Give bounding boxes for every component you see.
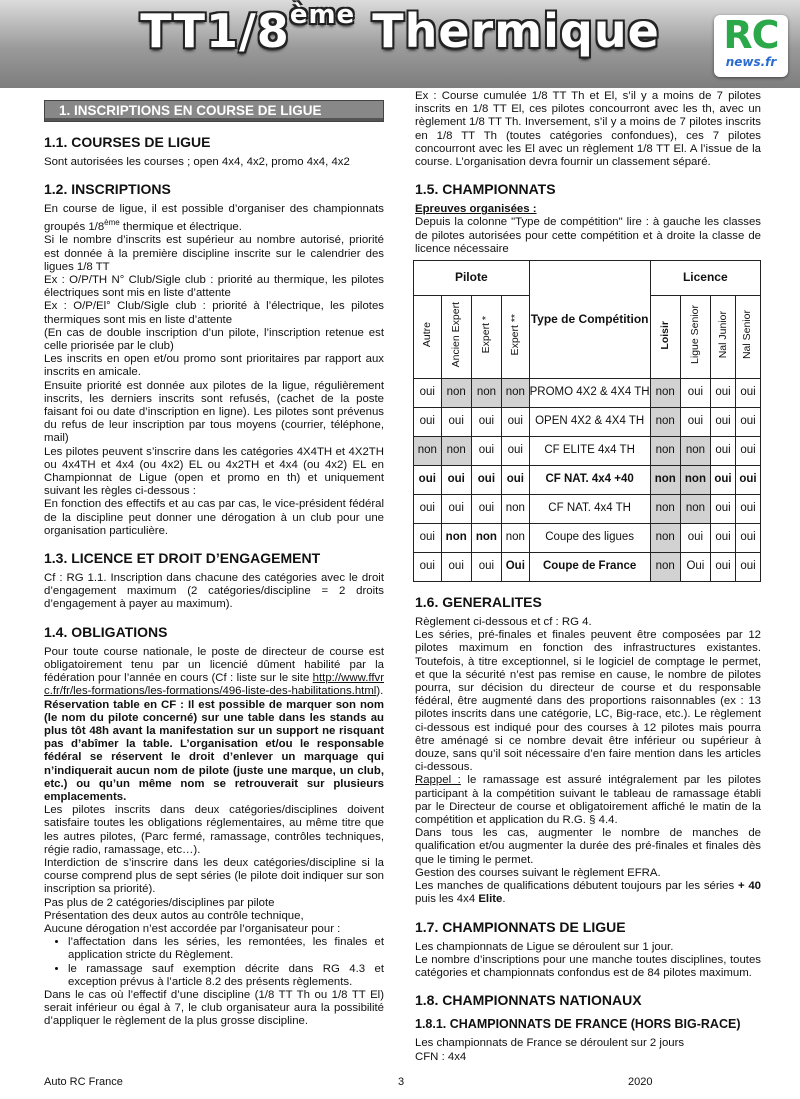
table-column-header: Autre: [414, 296, 442, 379]
table-cell: non: [502, 379, 530, 408]
table-cell: non: [502, 524, 530, 553]
paragraph: En course de ligue, il est possible d’organiser des championnats groupés 1/8ème thermique et électrique.: [44, 203, 384, 234]
table-cell: oui: [502, 408, 530, 437]
table-cell: oui: [414, 553, 442, 582]
left-column: [44, 90, 384, 1029]
habilitations-link[interactable]: http://www.ffvrc.fr/fr/les-formations/les-formations/496-liste-des-habilitations.html: [44, 672, 384, 698]
table-cell: non: [650, 495, 680, 524]
paragraph: (En cas de double inscription d’un pilote, l’inscription retenue est celle priorisée par le club): [44, 326, 384, 353]
table-column-header: Expert **: [502, 296, 530, 379]
table-cell: oui: [502, 437, 530, 466]
paragraph: Les championnats de Ligue se déroulent sur 1 jour.: [415, 940, 674, 953]
table-cell: oui: [735, 466, 760, 495]
footer-page-number: 3: [398, 1076, 405, 1088]
table-cell: oui: [735, 495, 760, 524]
table-cell: oui: [680, 379, 710, 408]
footer-year: 2020: [628, 1076, 653, 1088]
table-column-header: Expert *: [471, 296, 501, 379]
paragraph: Cf : RG 1.1. Inscription dans chacune des catégories avec le droit d’engagement maximum (2 catégories/discipline = 2 droits d’engagement à payer au maximum).: [44, 572, 384, 611]
logo-news-text: news.fr: [725, 55, 777, 69]
paragraph: Ensuite priorité est donnée aux pilotes de la ligue, régulièrement inscrits, les derniers inscrits sont refusés, (cachet de la poste faisant foi ou date d’inscription en ligne). Les pilotes sont prévenus du refus de leur inscription par tous moyens (courrier, téléphone, mail): [44, 379, 384, 445]
list-item: • le ramassage sauf exemption décrite dans RG 4.3 et exception prévus à l’article 8.2 des présents règlements.: [68, 963, 384, 989]
paragraph: Les championnats de France se déroulent sur 2 jours: [415, 1037, 685, 1050]
list-item: • l’affectation dans les séries, les remontées, les finales et application stricte du Règlement.: [68, 936, 384, 962]
table-cell: oui: [735, 379, 760, 408]
paragraph: Si le nombre d’inscrits est supérieur au nombre autorisé, priorité est donnée à la première discipline inscrite sur le calendrier des ligues 1/8 TT: [44, 234, 384, 273]
table-cell: oui: [471, 408, 501, 437]
table-cell: non: [650, 408, 680, 437]
table-cell: non: [680, 495, 710, 524]
section-1-6-title: 1.6. GENERALITES: [415, 594, 542, 611]
table-column-header: Nal Junior: [711, 296, 736, 379]
section-1-8-title: 1.8. CHAMPIONNATS NATIONAUX: [415, 992, 642, 1009]
table-cell: oui: [414, 495, 442, 524]
table-cell: oui: [441, 408, 471, 437]
table-cell: non: [441, 524, 471, 553]
table-cell: non: [650, 379, 680, 408]
table-cell: oui: [502, 466, 530, 495]
paragraph-bold: Réservation table en CF : Il est possible de marquer son nom (le nom du pilote concerné) sur une table dans les stands au plus tôt 48h avant la manifestation sur un support ne risquant pas d’abîmer la table. L’organisation et/ou le responsable fédéral se réservent le droit d’enlever un marquage qui n’indiquerait aucun nom de pilote (juste une marque, un club, etc.) ou qu’un même nom se retrouverait sur plusieurs emplacements.: [44, 698, 384, 803]
table-cell: oui: [441, 495, 471, 524]
table-cell: non: [441, 437, 471, 466]
table-cell: oui: [711, 379, 736, 408]
table-cell: oui: [471, 466, 501, 495]
right-column: [415, 90, 761, 1064]
table-cell: oui: [680, 408, 710, 437]
subheading: Epreuves organisées :: [415, 203, 537, 216]
table-row: [414, 466, 761, 495]
paragraph: Règlement ci-dessous et cf : RG 4.: [415, 616, 592, 629]
table-cell-type: OPEN 4X2 & 4X4 TH: [529, 408, 650, 437]
competition-table: [413, 260, 761, 582]
table-cell: non: [650, 524, 680, 553]
paragraph: Les pilotes peuvent s’inscrire dans les catégories 4X4TH et 4X2TH ou 4x4TH et 4x4 (ou 4x2) EL ou 4x2TH et 4x4 (ou 4x2) EL en Championnat de Ligue (open et promo en th) et uniquement suivant les règles ci-dessous :: [44, 445, 384, 498]
table-cell: oui: [735, 408, 760, 437]
table-cell-type: CF NAT. 4x4 +40: [529, 466, 650, 495]
paragraph: Rappel : le ramassage est assuré intégralement par les pilotes participant à la compétition suivant le tableau de ramassage établi par le Directeur de course et obligatoirement affiché le matin de la compétition et application du R.G. § 4.4.: [415, 774, 761, 827]
table-cell: oui: [471, 553, 501, 582]
table-cell: oui: [711, 553, 736, 582]
table-cell: non: [680, 437, 710, 466]
table-column-header: Ancien Expert: [441, 296, 471, 379]
section-1-1-title: 1.1. COURSES DE LIGUE: [44, 134, 211, 150]
table-cell: oui: [711, 524, 736, 553]
table-cell: non: [502, 495, 530, 524]
paragraph: Ex : O/P/El° Club/Sigle club : priorité à l’électrique, les pilotes thermiques sont mis en liste d’attente: [44, 300, 384, 326]
table-cell: non: [650, 466, 680, 495]
paragraph: Depuis la colonne "Type de compétition" lire : à gauche les classes de pilotes autorisées pour cette compétition et à droite la classe de licence nécessaire: [415, 216, 761, 255]
paragraph: En fonction des effectifs et au cas par cas, le vice-président fédéral de la discipline peut donner une dérogation à un club pour une organisation particulière.: [44, 498, 384, 537]
table-column-header: Ligue Senior: [680, 296, 710, 379]
paragraph: Interdiction de s’inscrire dans les deux catégories/discipline si la course comprend plus de sept séries (le pilote doit indiquer sur son inscription sa priorité).: [44, 856, 384, 896]
table-cell-type: CF ELITE 4x4 TH: [529, 437, 650, 466]
table-cell: oui: [441, 466, 471, 495]
table-cell: oui: [441, 553, 471, 582]
table-cell: oui: [414, 408, 442, 437]
logo-rc-text: RC: [723, 13, 779, 57]
rc-news-logo: [714, 15, 788, 77]
paragraph: Dans le cas où l’effectif d’une discipline (1/8 TT Th ou 1/8 TT El) serait inférieur ou égal à 7, le club organisateur aura la possibilité d’appliquer le règlement de la plus grosse discipline.: [44, 988, 384, 1028]
table-cell: Oui: [502, 553, 530, 582]
table-cell: oui: [471, 437, 501, 466]
paragraph: CFN : 4x4: [415, 1050, 467, 1063]
section-1-3-title: 1.3. LICENCE ET DROIT D’ENGAGEMENT: [44, 550, 321, 567]
table-cell-type: CF NAT. 4x4 TH: [529, 495, 650, 524]
paragraph: Pour toute course nationale, le poste de directeur de course est obligatoirement tenu par un licencié dûment habilité par la fédération pour l’année en cours (Cf : liste sur le site http://www.ffvrc.fr/fr/les-formations/les-formations/496-liste-des-habilitations.html).: [44, 645, 384, 698]
table-cell: oui: [711, 437, 736, 466]
table-row: [414, 408, 761, 437]
table-cell: oui: [711, 495, 736, 524]
bullet-list: [44, 936, 384, 989]
table-cell: non: [471, 524, 501, 553]
table-cell-type: Coupe de France: [529, 553, 650, 582]
paragraph: Présentation des deux autos au contrôle technique,: [44, 909, 304, 922]
table-cell: oui: [414, 466, 442, 495]
paragraph: Les séries, pré-finales et finales peuvent être composées par 12 pilotes maximum en fonction des infrastructures existantes. Toutefois, à titre exceptionnel, si le logiciel de comptage le permet, et que la sécurité n’est pas remise en cause, le nombre de pilotes pourra, sur décision du directeur de course et du responsable fédéral, être augmenté dans des proportions raisonnables (ex : 13 pilotes inscrits dans une catégorie, LC, Big-race, etc.). Le règlement ci-dessous est indiqué pour des courses à 12 pilotes mais pourra être aménagé si ce nombre devait être inférieur ou supérieur à douze, sans qu’il soit nécessaire d’en faire mention dans les articles ci-dessous.: [415, 629, 761, 774]
table-cell: oui: [735, 553, 760, 582]
paragraph: Gestion des courses suivant le règlement EFRA.: [415, 866, 661, 879]
paragraph: Ex : Course cumulée 1/8 TT Th et El, s’il y a moins de 7 pilotes inscrits en 1/8 TT El, ces pilotes concourront avec les th, avec un règlement 1/8 TT Th. Inversement, s’il y a moins de 7 pilotes inscrits en 1/8 TT Th (toutes catégories confondues), ces 7 pilotes concourront avec les El avec un règlement 1/8 TT El. A l’issue de la course. L’organisation devra fournir un classement séparé.: [415, 90, 761, 169]
table-cell: oui: [414, 524, 442, 553]
table-cell: oui: [711, 466, 736, 495]
table-header-pilote: Pilote: [414, 261, 530, 296]
table-cell: oui: [414, 379, 442, 408]
section-1-5-title: 1.5. CHAMPIONNATS: [415, 181, 556, 198]
section-1-8-1-title: 1.8.1. CHAMPIONNATS DE FRANCE (HORS BIG-RACE): [415, 1017, 741, 1032]
paragraph: Les inscrits en open et/ou promo sont prioritaires par rapport aux inscrits en amicale.: [44, 353, 384, 379]
table-cell: non: [650, 437, 680, 466]
table-row: [414, 379, 761, 408]
table-cell: non: [680, 466, 710, 495]
table-column-header: Nal Senior: [735, 296, 760, 379]
section-1-2-title: 1.2. INSCRIPTIONS: [44, 181, 171, 198]
header-banner: [0, 0, 800, 88]
table-header-type: Type de Compétition: [529, 261, 650, 379]
table-cell: non: [650, 553, 680, 582]
section-1-1-text: Sont autorisées les courses ; open 4x4, 4x2, promo 4x4, 4x2: [44, 156, 350, 168]
footer-left: Auto RC France: [44, 1076, 123, 1088]
table-cell: oui: [735, 524, 760, 553]
table-column-header: Loisir: [650, 296, 680, 379]
paragraph: Les manches de qualifications débutent toujours par les séries + 40 puis les 4x4 Elite.: [415, 880, 761, 906]
table-cell: Oui: [680, 553, 710, 582]
table-cell: non: [441, 379, 471, 408]
table-cell-type: Coupe des ligues: [529, 524, 650, 553]
paragraph: Dans tous les cas, augmenter le nombre de manches de qualification et/ou augmenter la durée des pré-finales et finales dès que le timing le permet.: [415, 827, 761, 866]
paragraph: Ex : O/P/TH N° Club/Sigle club : priorité au thermique, les pilotes électriques sont mis en liste d’attente: [44, 274, 384, 300]
paragraph: Les pilotes inscrits dans deux catégories/disciplines doivent satisfaire toutes les obligations réglementaires, au même titre que les autres pilotes, (Parc fermé, ramassage, contrôles techniques, régie radio, ramassage, etc…).: [44, 804, 384, 856]
table-row: [414, 437, 761, 466]
table-header-licence: Licence: [650, 261, 760, 296]
table-cell: oui: [711, 408, 736, 437]
table-cell: oui: [735, 437, 760, 466]
table-cell-type: PROMO 4X2 & 4X4 TH: [529, 379, 650, 408]
table-cell: oui: [680, 524, 710, 553]
table-cell: non: [414, 437, 442, 466]
page-title: TT1/8ème Thermique: [140, 0, 660, 58]
section-1-4-title: 1.4. OBLIGATIONS: [44, 623, 168, 640]
table-cell: oui: [471, 495, 501, 524]
chapter-heading: 1. INSCRIPTIONS EN COURSE DE LIGUE: [44, 100, 384, 122]
section-1-7-title: 1.7. CHAMPIONNATS DE LIGUE: [415, 918, 626, 935]
paragraph: Aucune dérogation n’est accordée par l’organisateur pour :: [44, 922, 341, 935]
table-row: [414, 553, 761, 582]
table-row: [414, 524, 761, 553]
table-cell: non: [471, 379, 501, 408]
table-row: [414, 495, 761, 524]
paragraph: Le nombre d’inscriptions pour une manche toutes disciplines, toutes catégories et championnats confondus est de 84 pilotes maximum.: [415, 953, 761, 979]
paragraph: Pas plus de 2 catégories/disciplines par pilote: [44, 896, 275, 909]
